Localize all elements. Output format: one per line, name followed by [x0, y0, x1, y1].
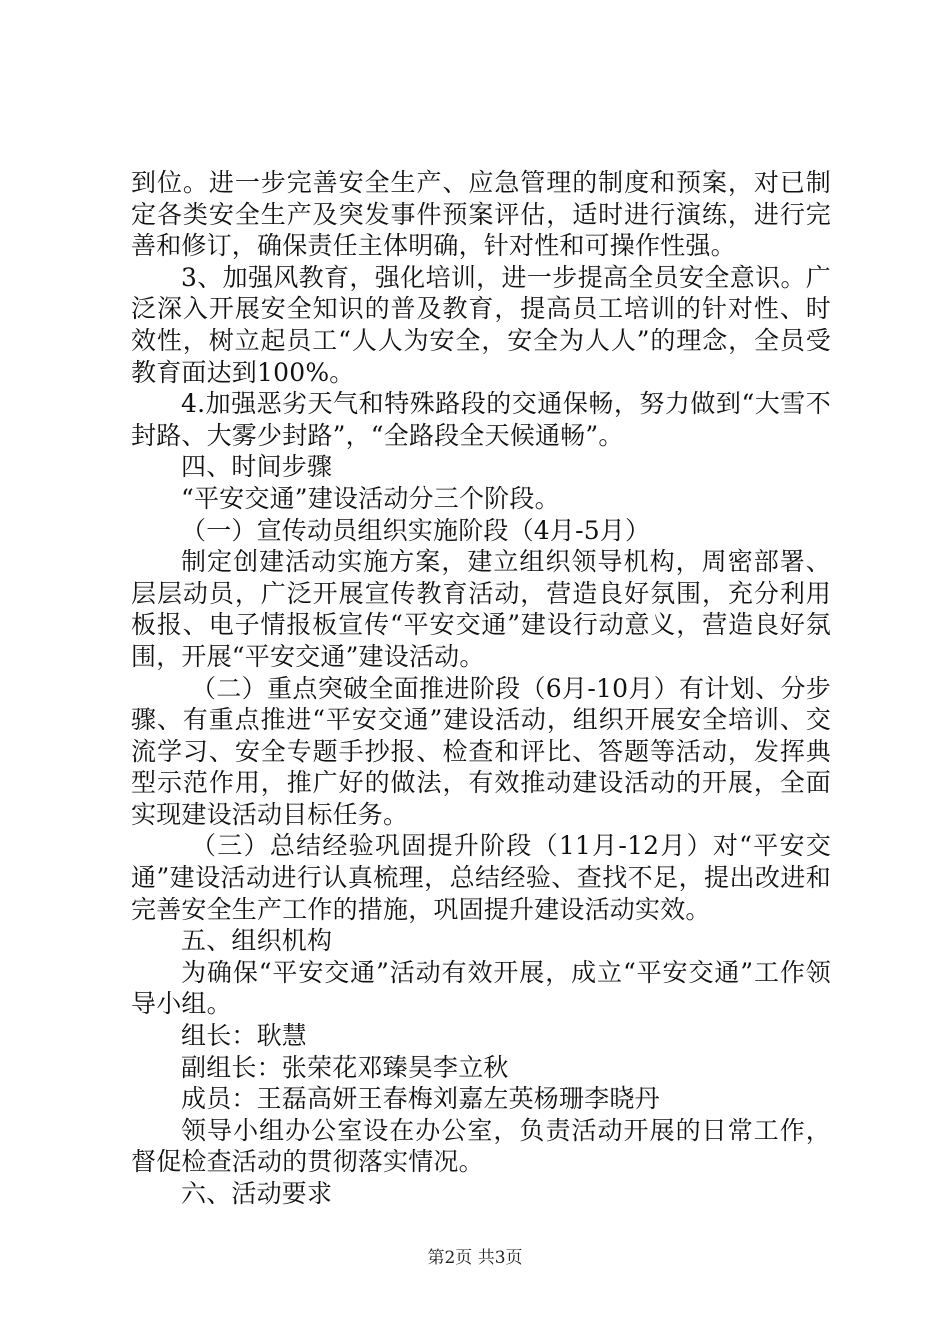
paragraph-office: 领导小组办公室设在办公室，负责活动开展的日常工作，督促检查活动的贯彻落实情况。	[131, 1115, 831, 1177]
group-members: 成员：王磊高妍王春梅刘嘉左英杨珊李晓丹	[181, 1084, 660, 1114]
page-footer: 第2页 共3页	[427, 1248, 523, 1268]
paragraph-stage-1: 制定创建活动实施方案，建立组织领导机构，周密部署、层层动员，广泛开展宣传教育活动，营造良好氛围，充分利用板报、电子情报板宣传“平安交通”建设行动意义，营造良好氛围，开展“平安交通”建设活动。	[131, 547, 831, 671]
paragraph-stage-2: （二）重点突破全面推进阶段（6月-10月）有计划、分步骤、有重点推进“平安交通”建设活动，组织开展安全培训、交流学习、安全专题手抄报、检查和评比、答题等活动，发挥典型示范作用，推广好的做法，有效推动建设活动的开展，全面实现建设活动目标任务。	[131, 673, 831, 829]
section-heading-requirements: 六、活动要求	[181, 1179, 333, 1208]
section-heading-time-steps: 四、时间步骤	[181, 452, 333, 482]
paragraph-stage-3: （三）总结经验巩固提升阶段（11月-12月）对“平安交通”建设活动进行认真梳理，总结经验、查找不足，提出改进和完善安全生产工作的措施，巩固提升建设活动实效。	[131, 831, 831, 924]
section-heading-organization: 五、组织机构	[181, 926, 333, 956]
paragraph-2: 3、加强风教育，强化培训，进一步提高全员安全意识。广泛深入开展安全知识的普及教育，提高员工培训的针对性、时效性，树立起员工“人人为安全，安全为人人”的理念，全员受教育面达到100%。	[131, 262, 831, 387]
deputy-leaders: 副组长：张荣花邓臻昊李立秋	[181, 1052, 509, 1082]
group-leader: 组长：耿慧	[181, 1021, 308, 1051]
paragraph-stages-intro: “平安交通”建设活动分三个阶段。	[181, 483, 560, 513]
document-body	[131, 167, 831, 1210]
paragraph-1: 到位。进一步完善安全生产、应急管理的制度和预案，对已制定各类安全生产及突发事件预案评估，适时进行演练，进行完善和修订，确保责任主体明确，针对性和可操作性强。	[131, 168, 831, 261]
paragraph-organization: 为确保“平安交通”活动有效开展，成立“平安交通”工作领导小组。	[131, 957, 831, 1019]
paragraph-3: 4.加强恶劣天气和特殊路段的交通保畅，努力做到“大雪不封路、大雾少封路”，“全路段全天候通畅”。	[131, 389, 831, 450]
stage-heading-1: （一）宣传动员组织实施阶段（4月-5月）	[181, 515, 651, 545]
